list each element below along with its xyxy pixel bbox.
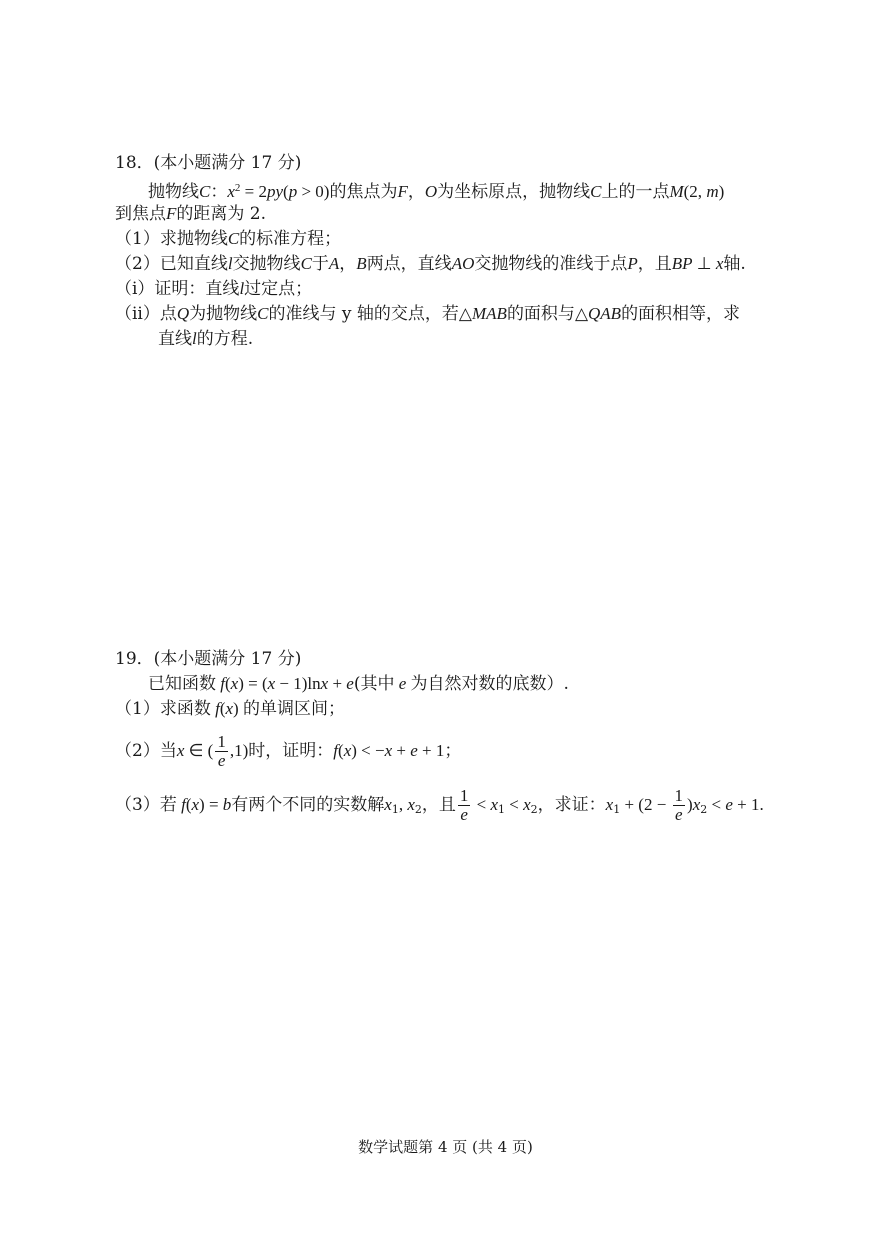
q18-part1: （1）求抛物线C的标准方程；	[115, 229, 342, 249]
q18-part2: （2）已知直线l交抛物线C于A，B两点，直线AO交抛物线的准线于点P，且BP ⊥ x轴.	[115, 254, 746, 274]
q19-header: 19．(本小题满分 17 分)	[115, 649, 302, 669]
q19-part2: （2）当x ∈ ( $\frac{1}{e}$ ,1)时，证明：f(x) < −x + e + 1；	[115, 732, 462, 770]
page-footer: 数学试题第 4 页 (共 4 页)	[358, 1138, 533, 1156]
q19-part1: （1）求函数 f(x) 的单调区间；	[115, 699, 345, 719]
q18-stem-line1: 抛物线C：$x^2 = 2py(p > 0)$的焦点为F，O为坐标原点，抛物线C上的一点M(2, m)	[148, 182, 725, 202]
q19-part3: （3）若 f(x) = b有两个不同的实数解$x_1$, $x_2$，且 $\frac{1}{e}$ < $x_1 < x_2$，求证：$x_1 + (2$ − $\frac{1}{e}$ )$x_2 < e + 1$.	[115, 786, 764, 824]
q18-header: 18．(本小题满分 17 分)	[115, 153, 302, 173]
q19-stem: 已知函数 f(x) = (x − 1)lnx + e(其中 e 为自然对数的底数）.	[148, 674, 569, 694]
q18-part2-ii-cont: 直线l的方程.	[158, 329, 254, 349]
q18-stem-line2: 到焦点F的距离为 2.	[115, 204, 267, 224]
q18-part2-i: （i）证明：直线l过定点；	[115, 279, 313, 299]
q18-part2-ii: （ii）点Q为抛物线C的准线与 y 轴的交点，若△MAB的面积与△QAB的面积相等，求	[115, 304, 741, 324]
